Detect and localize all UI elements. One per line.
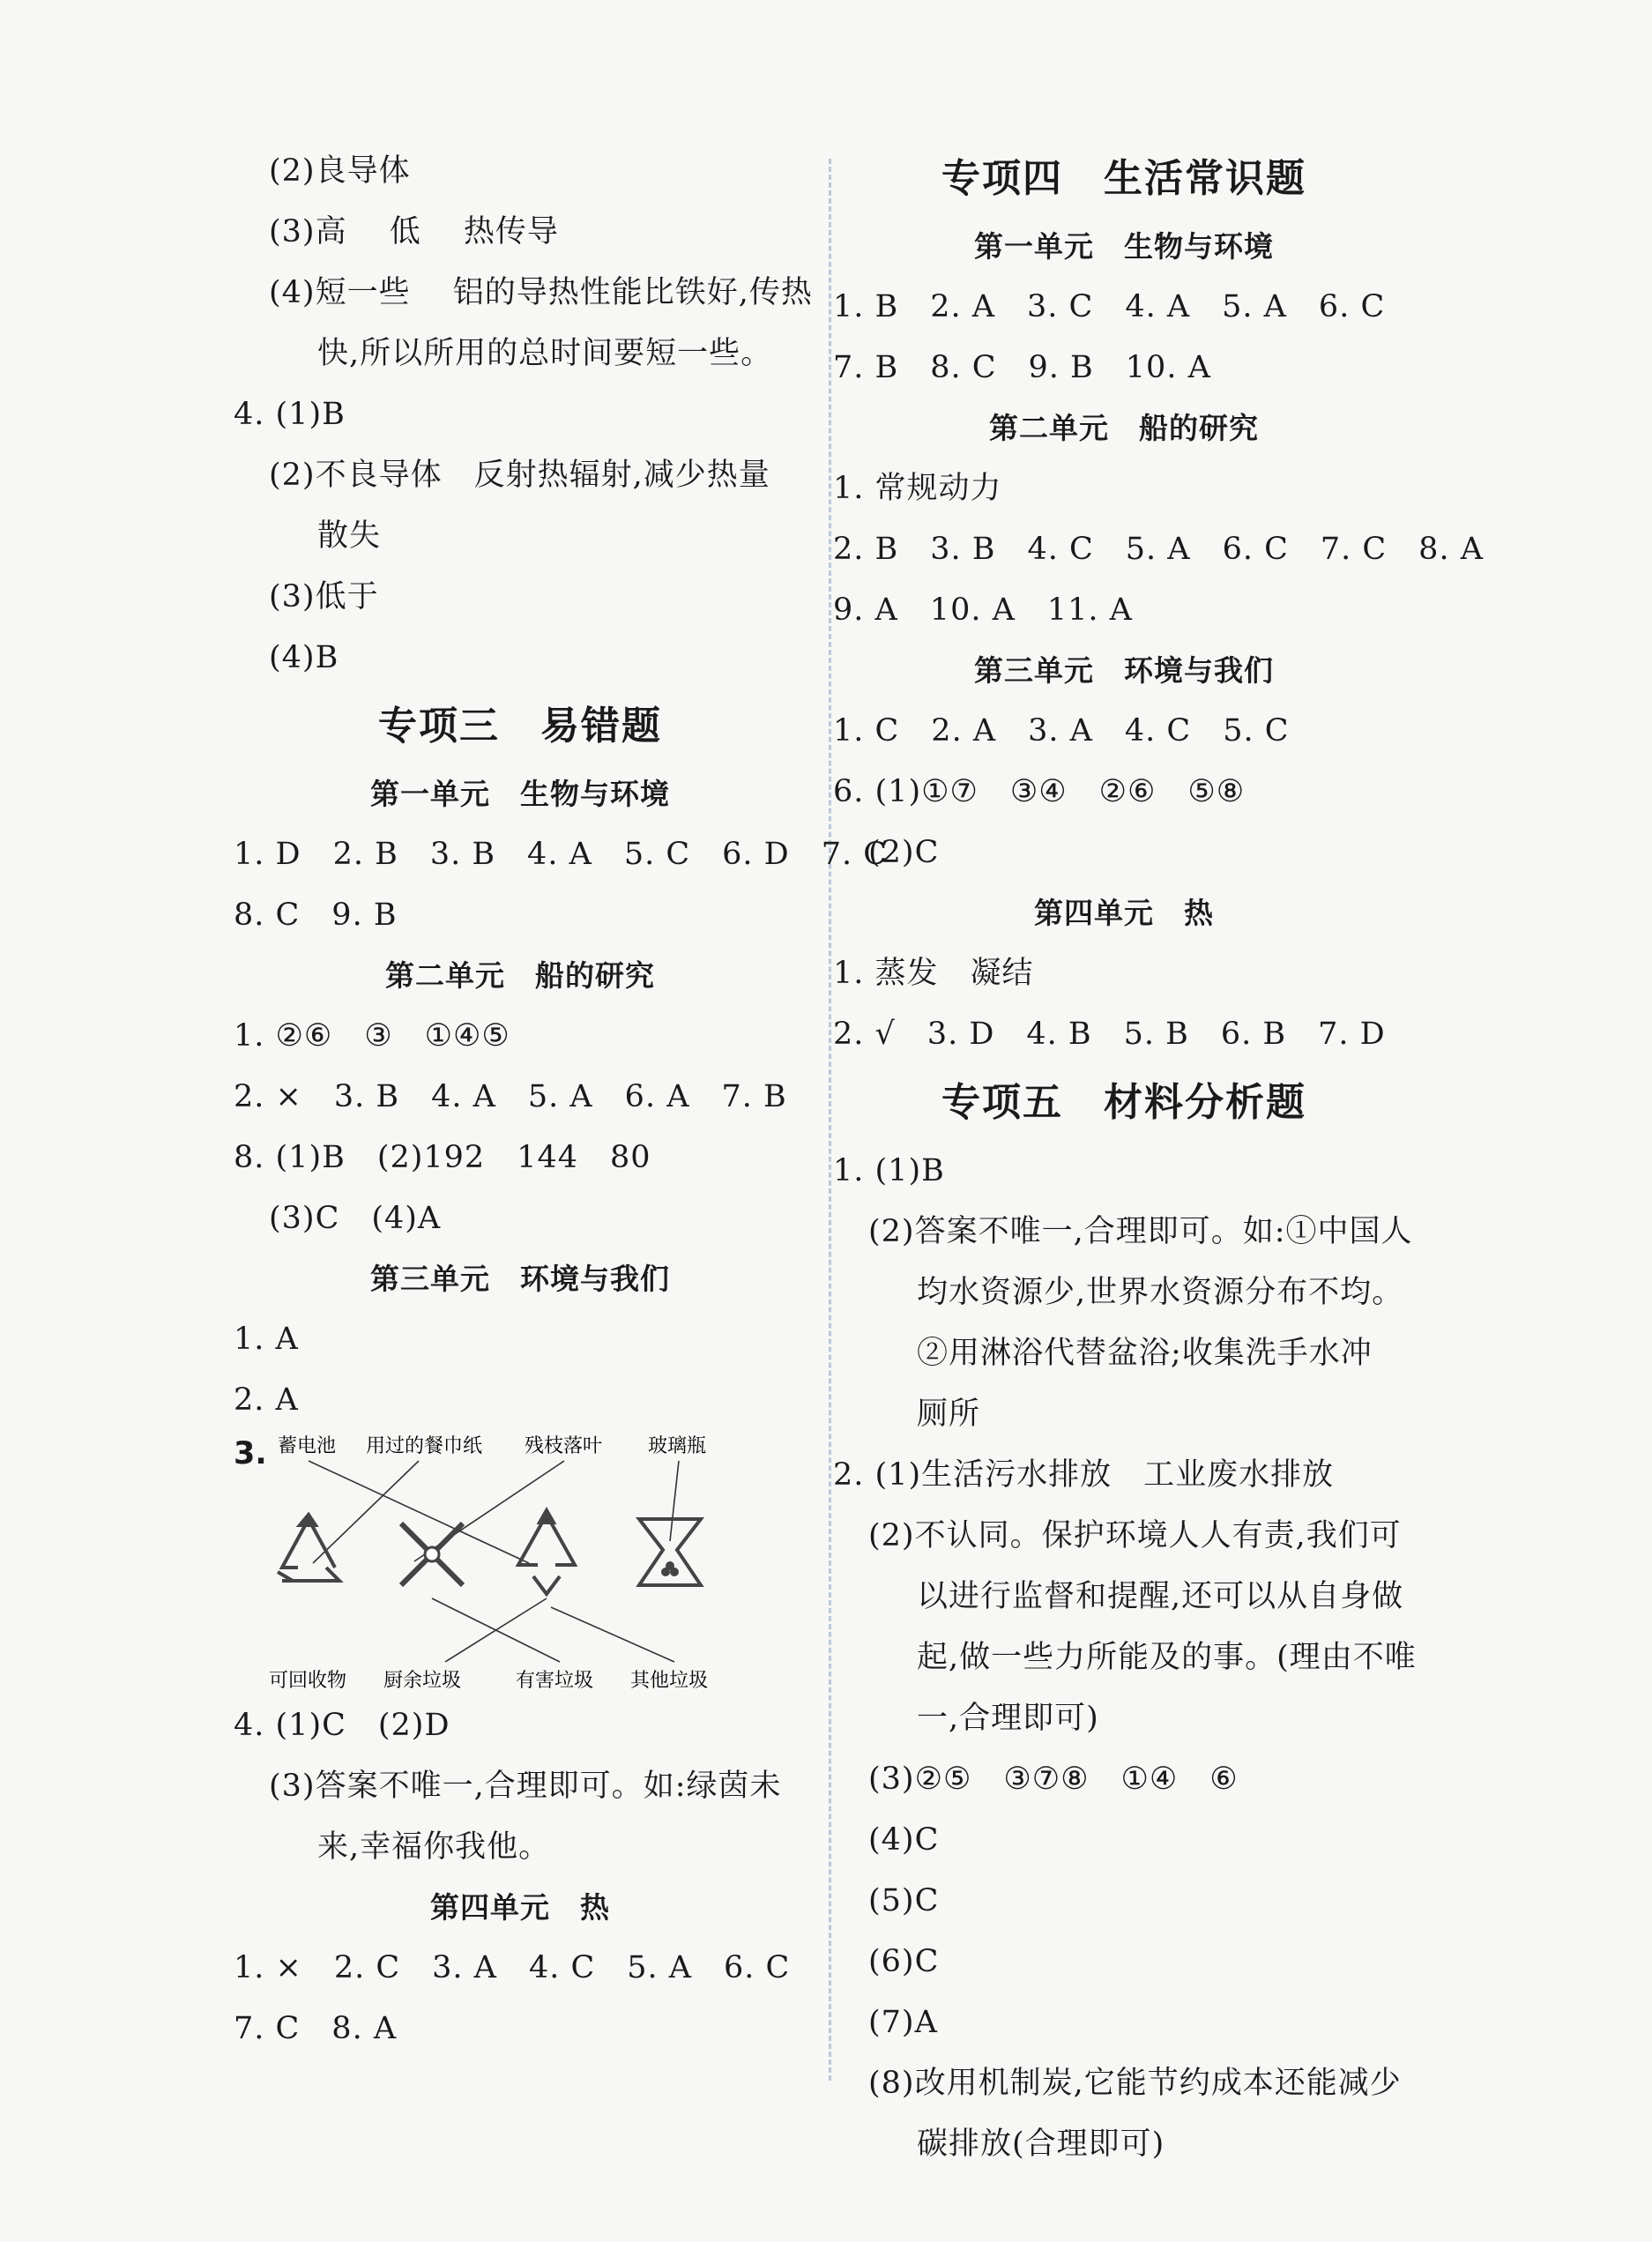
label-hazardous-waste: 有害垃圾 xyxy=(516,1670,594,1692)
answer-line: (3)高 低 热传导 xyxy=(269,214,559,250)
right-unit-4-lines xyxy=(833,943,1415,1065)
answer-line: 2. × 3. B 4. A 5. A 6. A 7. B xyxy=(234,1079,787,1114)
answer-line: 7. C 8. A xyxy=(234,2011,398,2046)
answer-line: 1. (1)B xyxy=(833,1153,945,1188)
answer-line: 以进行监督和提醒,还可以从自身做 xyxy=(917,1579,1404,1614)
label-other-waste: 其他垃圾 xyxy=(630,1670,709,1692)
answer-line: 2. B 3. B 4. C 5. A 6. C 7. C 8. A xyxy=(833,532,1484,567)
answer-line: 来,幸福你我他。 xyxy=(317,1829,551,1865)
answer-line: (2)不良导体 反射热辐射,减少热量 xyxy=(269,458,770,493)
recycle-icon xyxy=(278,1515,339,1581)
answer-line: 快,所以所用的总时间要短一些。 xyxy=(317,336,773,371)
hazardous-waste-icon xyxy=(518,1510,575,1594)
left-unit-3-title: 第三单元 环境与我们 xyxy=(370,1262,670,1296)
answer-line: 1. B 2. A 3. C 4. A 5. A 6. C xyxy=(833,289,1386,324)
answer-line: (4)B xyxy=(269,640,339,675)
answer-line: (7)A xyxy=(868,2005,938,2040)
right-unit-2-lines xyxy=(833,458,1484,641)
answer-line: (4)短一些 铝的导热性能比铁好,传热 xyxy=(269,275,813,310)
right-unit-1-lines xyxy=(833,277,1415,398)
label-recyclable: 可回收物 xyxy=(269,1670,347,1692)
left-unit-1-title: 第一单元 生物与环境 xyxy=(370,777,670,811)
section-4-title: 专项四 生活常识题 xyxy=(941,156,1306,201)
label-glass-bottle: 玻璃瓶 xyxy=(648,1435,707,1457)
left-unit-2-lines xyxy=(234,1006,807,1249)
answer-line: (4)C xyxy=(868,1822,940,1858)
left-unit-3-lines-b xyxy=(234,1695,807,1878)
right-unit-4-title: 第四单元 热 xyxy=(1034,896,1214,930)
answer-line: 2. √ 3. D 4. B 5. B 6. B 7. D xyxy=(833,1017,1386,1052)
other-waste-icon xyxy=(639,1519,701,1585)
connector-lines xyxy=(309,1461,679,1563)
answer-line: 1. C 2. A 3. A 4. C 5. C xyxy=(833,713,1290,749)
connector-lines-bottom xyxy=(432,1598,674,1662)
answer-line: 2. A xyxy=(234,1382,299,1418)
waste-sorting-svg xyxy=(234,1431,807,1695)
section-5-title: 专项五 材料分析题 xyxy=(941,1080,1306,1125)
right-unit-3-title: 第三单元 环境与我们 xyxy=(974,653,1274,688)
kitchen-waste-icon xyxy=(401,1523,463,1585)
waste-sorting-diagram xyxy=(234,1431,807,1695)
right-unit-2-title: 第二单元 船的研究 xyxy=(989,411,1259,445)
answer-line: (2)C xyxy=(868,835,940,870)
answer-line: 一,合理即可) xyxy=(917,1701,1099,1736)
answer-line: 1. D 2. B 3. B 4. A 5. C 6. D 7. C xyxy=(234,837,889,872)
answer-line: 2. (1)生活污水排放 工业废水排放 xyxy=(833,1457,1335,1493)
right-column xyxy=(833,141,1484,2175)
answer-line: 4. (1)C (2)D xyxy=(234,1708,450,1743)
answer-line: ②用淋浴代替盆浴;收集洗手水冲 xyxy=(917,1336,1373,1371)
answer-line: (3)低于 xyxy=(269,579,379,615)
right-unit-3-lines xyxy=(833,701,1415,883)
answer-line: (3)C (4)A xyxy=(269,1201,442,1236)
column-divider xyxy=(829,159,831,2081)
section-3-title: 专项三 易错题 xyxy=(378,704,662,749)
answer-line: (2)不认同。保护环境人人有责,我们可 xyxy=(868,1518,1402,1553)
answer-line: 7. B 8. C 9. B 10. A xyxy=(833,350,1211,385)
answer-line: (6)C xyxy=(868,1944,940,1979)
label-kitchen-waste: 厨余垃圾 xyxy=(383,1670,462,1692)
answer-line: (2)良导体 xyxy=(269,153,411,189)
answer-line: 1. ②⑥ ③ ①④⑤ xyxy=(234,1018,510,1054)
answer-line: 6. (1)①⑦ ③④ ②⑥ ⑤⑧ xyxy=(833,774,1246,809)
answer-line: 1. 常规动力 xyxy=(833,471,1002,506)
answer-line: (3)答案不唯一,合理即可。如:绿茵未 xyxy=(269,1769,782,1804)
left-unit-4-title: 第四单元 热 xyxy=(430,1890,610,1925)
answer-line: 1. 蒸发 凝结 xyxy=(833,956,1034,991)
left-top-lines xyxy=(234,141,813,689)
answer-line: 1. × 2. C 3. A 4. C 5. A 6. C xyxy=(234,1950,791,1985)
answer-line: 均水资源少,世界水资源分布不均。 xyxy=(917,1275,1404,1310)
answer-line: 8. C 9. B xyxy=(234,898,398,933)
section-5-lines xyxy=(833,1141,1415,2175)
answer-line: (5)C xyxy=(868,1883,940,1918)
left-unit-2-title: 第二单元 船的研究 xyxy=(385,958,655,993)
answer-line: 1. A xyxy=(234,1322,299,1357)
answer-line: 散失 xyxy=(317,518,382,554)
right-unit-1-title: 第一单元 生物与环境 xyxy=(974,229,1274,264)
label-napkin: 用过的餐巾纸 xyxy=(366,1435,483,1457)
answer-line: (2)答案不唯一,合理即可。如:①中国人 xyxy=(868,1214,1413,1249)
label-battery: 蓄电池 xyxy=(278,1435,337,1457)
answer-line: 9. A 10. A 11. A xyxy=(833,592,1133,628)
left-unit-3-lines xyxy=(234,1309,807,1431)
answer-line: (3)②⑤ ③⑦⑧ ①④ ⑥ xyxy=(868,1762,1239,1797)
left-unit-1-lines xyxy=(234,824,889,946)
answer-line: 碳排放(合理即可) xyxy=(917,2127,1165,2162)
diagram-number: 3. xyxy=(234,1436,267,1471)
left-unit-4-lines xyxy=(234,1938,807,2060)
answer-line: (8)改用机制炭,它能节约成本还能减少 xyxy=(868,2066,1402,2101)
answer-line: 起,做一些力所能及的事。(理由不唯 xyxy=(917,1640,1417,1675)
answer-line: 厕所 xyxy=(917,1397,981,1432)
answer-line: 4. (1)B xyxy=(234,397,346,432)
label-leaves: 残枝落叶 xyxy=(525,1435,603,1457)
answer-line: 8. (1)B (2)192 144 80 xyxy=(234,1140,651,1175)
